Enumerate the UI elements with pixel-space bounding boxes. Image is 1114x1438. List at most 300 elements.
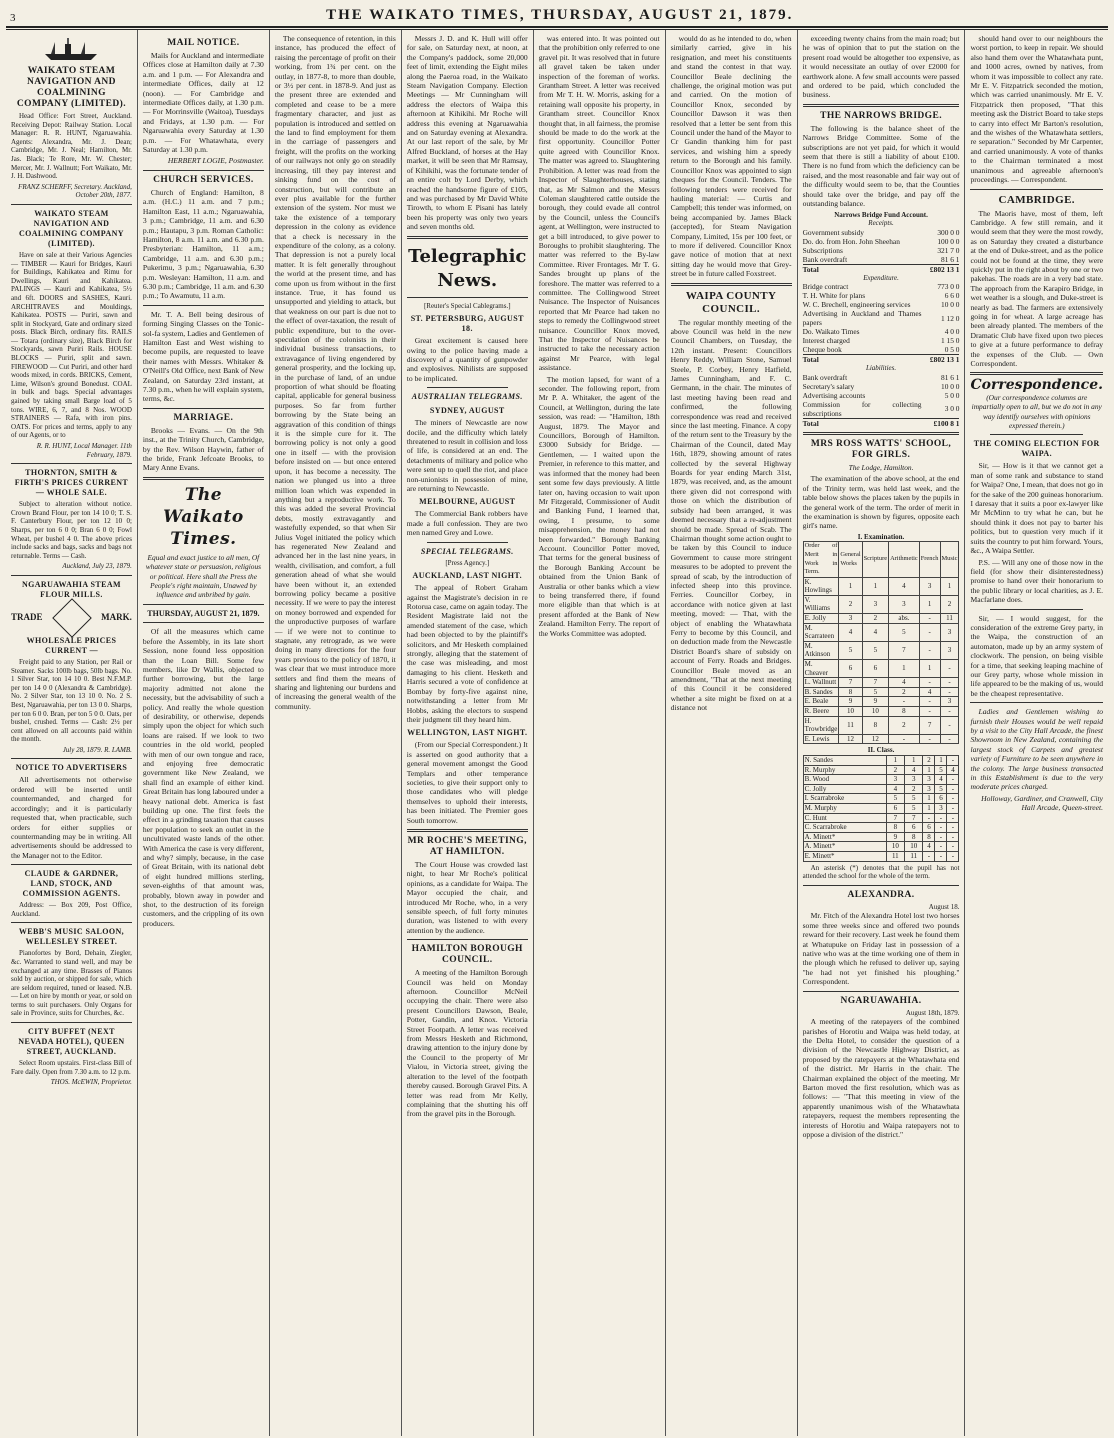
account-total-row [803,355,960,365]
melbourne-dateline: MELBOURNE, AUGUST [419,497,516,507]
divider [11,575,132,576]
exam-row [803,823,959,833]
exam-place: 2 [886,765,904,775]
exam-place: - [940,716,959,734]
second-letter-body: Sir, — I would suggest, for the consideration of the extreme Grey party, in the Waipa, the construction of an automaton, made up by an army system of clockwork. The pension, on being visible for a time, that seeking leaping machine of our Grey party, whose whole mission in life appeared to be the making of us, would be the cheapest representative. [970,613,1103,698]
exam-place: - [947,832,959,842]
exam-place: 4 [919,687,940,697]
issue-date: THURSDAY, AUGUST 21, 1879. [147,608,260,618]
account-total-amount: £802 13 1 [921,355,959,365]
exam-place: - [919,678,940,688]
exam-place: - [889,734,920,744]
account-amount: 100 0 0 [937,236,960,246]
exam-place: 5 [905,803,923,813]
borough-council-continued: was entered into. It was pointed out that the prohibition only referred to one gravel pit. It was resolved that in future all gravel taken be taken under inspection of the foreman of works. Grantham Street. A letter was received from Mr T. H. W. Morris, asking for a retaining wall opposite his property, in Grantham street. Councillor Knox thought that, in all fairness, the promise should be made to do the work at the first opportunity. Councillor Potter quite agreed with Councillor Knox. The matter was agreed to. Slaughtering Prohibition. A letter was read from the Inspector of Slaughterhouses, stating that, as Mr Salmon and the Messrs Coleman slaughtered cattle outside the borough, they could evade all control by the Council, unless the Council's agent, at Wellington, were instructed to get a bill introduced, to give power to Boroughs to prohibit slaughtering. The matter was referred to the By-law Committee. River Frontages. Mr T. G. Sandes brought up plans of the foreshore. The matter was referred to a committee. The Collingwood Street Nuisance. The Inspector of Nuisances reported that Mr Pearce had taken no steps to remedy the Collingwood street nuisance. Councillor Knox moved, That the Inspector of Nuisances be instructed to take the necessary action against Mr Pearce, with legal assistance. [538,34,660,373]
exam-row [803,734,959,744]
exam-row [803,687,959,697]
exam-place: - [947,851,959,861]
account-item: Advertising in Auckland and Thames papers [802,309,922,328]
pupil-name: C. Scarrabroke [803,823,886,833]
exam-row [803,623,959,641]
divider [407,939,528,940]
ngaruawahia-body: A meeting of the ratepayers of the combined parishes of Horotiu and Waipa was held today, at the Delta Hotel, to consider the question of a division of the Newcastle Highway District, as proposed by the ratepayers at the Whatawhata end of the district. Mr Harris in the chair. The Chairman explained the object of the meeting. Mr Barton moved the first resolution, which was as follows: — "That this meeting in view of the apparently unanimous wish of the Whatawhata ratepayers, request the members representing the interests of Horotiu and Waipa ratepayers not to oppose a division of the district." [802,1017,960,1139]
exam-row [803,595,959,613]
exam-place: 6 [923,823,935,833]
liabilities-table [803,373,960,428]
exam-place: - [940,734,959,744]
exam-row [803,813,959,823]
account-total-label: Total [803,264,922,274]
exam-place: - [935,851,947,861]
exam-place: 1 [923,794,935,804]
exam-place: 2 [889,687,920,697]
exam-place: - [935,823,947,833]
column-4 [402,30,534,1436]
pupil-name: M. Scarrateen [803,623,839,641]
pupil-name: H. Trowbridge [804,716,838,734]
pupil-name: L. Wallnutt [803,678,839,688]
exam-place: 4 [947,765,959,775]
exam-note: An asterisk (*) denotes that the pupil has not attended the school for the whole of the term. [802,863,960,881]
exam-place: - [919,623,940,641]
account-row [803,373,960,382]
auckland-dateline: AUCKLAND, LAST NIGHT. [412,571,522,581]
column-6 [666,30,798,1436]
account-item: Bank overdraft [802,372,848,382]
exam-place: 7 [919,716,940,734]
liabilities-label: Liabilities. [865,364,897,373]
exam-place: - [940,687,959,697]
exam-column-header: French [919,542,940,577]
divider [970,702,1103,703]
account-row [803,255,960,265]
divider [11,1022,132,1023]
alexandra-heading: ALEXANDRA. [847,889,915,900]
roche-meeting-heading: MR ROCHE'S MEETING, AT HAMILTON. [407,835,527,857]
account-item: W. C. Brechell, engineering services [802,300,911,310]
exam-place: 12 [862,734,888,744]
account-row [803,300,960,309]
exam-place: 4 [889,577,920,595]
st-petersburg-body: Great excitement is caused here owing to the police having made a discovery of a quantity of gunpowder and explosives. Nihilists are supposed to be implicated. [406,336,528,383]
exam-place: 5 [889,623,920,641]
australian-telegrams-heading: AUSTRALIAN TELEGRAMS. [411,392,523,402]
exam-place: 1 [862,577,888,595]
exam-place: 11 [905,851,923,861]
marriage-heading: MARRIAGE. [173,412,234,423]
account-item: Interest charged [802,336,850,346]
exam-row [803,851,959,861]
exam-place: 7 [839,678,862,688]
divider [427,387,508,388]
exam-place: 1 [905,755,923,765]
trade-mark-right: MARK. [101,612,132,623]
exam-place: 5 [905,794,923,804]
exam-place: 2 [940,595,959,613]
exam-place: 4 [862,623,888,641]
exam-place: 3 [862,595,888,613]
exam-place: 1 [940,577,959,595]
account-row [803,282,960,291]
divider [143,622,264,623]
exam-row [803,614,959,624]
divider [990,434,1083,435]
marriage-body: Brooks — Evans. — On the 9th inst., at the Trinity Church, Cambridge, by the Rev. Wilson Haywin, father of the bride, Frank Jefcoate Brooks, to Mary Anne Evans. [142,425,264,473]
exam-place: 8 [923,832,935,842]
pupil-name: E. Minett* [803,851,886,861]
thornton-signature: Auckland, July 23, 1879. [62,562,132,571]
advertisers-heading: NOTICE TO ADVERTISERS [15,763,128,773]
exam-place: 7 [886,813,904,823]
double-rule [803,432,960,435]
divider [803,885,960,886]
exam-place: 6 [839,660,862,678]
exam-place: 4 [839,623,862,641]
account-item: Cheque book [802,345,842,355]
pupil-name: B. Sandes [803,687,839,697]
double-rule [407,829,528,832]
exam-place: - [935,832,947,842]
divider [427,542,508,543]
double-rule [671,283,792,286]
account-amount: 4 0 0 [944,327,960,337]
exam-place: 2 [905,784,923,794]
pupil-name: B. Wood [803,775,886,785]
exam-place: 1 [919,595,940,613]
school-subheading: The Lodge, Hamilton. [848,462,914,472]
steam-company-heading: WAIKATO STEAM NAVIGATION AND COALMINING COMPANY (LIMITED). [16,66,126,109]
pupil-name: E. Jolly [803,614,839,624]
leader-article-continued: The consequence of retention, in this instance, has produced the effect of raising the percentage of profit on their working, from 1¾ per cent. on the outlay, in 1877-8, to more than double, or 3½ per cent. in 1878-9. And just as the present three are extended and completed and cease to be a mere fragmentary character, and just as population is introduced and settled on the land to find employment for them in the carriage of passengers and freight, will the profits on the working of our railways not only go on steadily increasing, till they pay interest and sinking fund on the cost of construction, but will contribute an ever plus available for the further extension of the system. Nor must we take the existence of a temporary depression in the colony as evidence that a check is necessary in the expenditure of the colony, as a colony. That depression is not a purely local matter. It is felt generally throughout the world at the present time, and has come upon us from without in the first instance. True, it has found us unsupported and yielding to attack, but that weakness on our part is due not to the effect of over-taxation, the result of public expenditure, but to the over-speculation of the colonists in their individual business transactions, to extravagance of living engendered by general prosperity, and the locking up, in the purchase of land, of an undue proportion of what should be floating capital, applicable for general business purposes. So far from further borrowing by the State being an aggravation of this condition of things it is the simple cure for it. The borrowing policy is not only a good one in itself — with the provision before insisted on — but once entered upon, it has become a necessity. The nation we plunged us into a three million loan which was expended in anything but a reproductive work. To this was added the several Provincial debts, mostly extravagantly and wastefully expended, so that when Sir Julius Vogel initiated the policy which has regenerated New Zealand and advanced her in the last nine years, in wealth, civilisation, and comfort, a full generation ahead of what she would have been without it, an extended borrowing policy became a positive necessity. If we were to pay the interest on money borrowed and expended for the unproductive purposes of warfare — if we were not to continue to stagnate, any retrograde, as we were doing in many directions for the four years previous to the policy of 1870, it was clear that we must introduce more settlers and find them the means of sharing and lightening our burdens and of increasing the general wealth of the community. [274,34,396,711]
account-amount: 773 0 0 [937,282,960,292]
exam-place: 3 [935,803,947,813]
exam-place: 3 [923,784,935,794]
exam-place: 8 [839,687,862,697]
exam-place: 2 [839,595,862,613]
class-two-title: II. Class. [867,746,895,755]
exam-place: abs. [889,614,920,624]
exam-place: - [923,851,935,861]
buffet-heading: CITY BUFFET (NEXT NEVADA HOTEL), QUEEN STREET, AUCKLAND. [18,1027,125,1057]
st-petersburg-dateline: ST. PETERSBURG, AUGUST 18. [410,314,524,334]
exam-place: 1 [889,660,920,678]
exam-place: 1 [935,755,947,765]
exam-row [803,678,959,688]
wellington-body: (From our Special Correspondent.) It is asserted on good authority that a general movement amongst the Good Templars and other temperance societies, to give their support only to those candidates who will pledge themselves to uphold their interests, has been initiated. The Premier goes South tomorrow. [406,740,528,825]
account-row [803,327,960,336]
divider [143,408,264,409]
exam-place: - [947,775,959,785]
account-total-label: Total [803,355,922,365]
thornton-body: Subject to alteration without notice. Crown Brand Flour, per ton 14 10 0; T. S. F. Canterbury Flour, per ton 12 10 0; Sharps, per ton 6 0 0; Bran 6 0 0; Fowl Wheat, per bushel 4 0. The above prices include sacks and bags, sacks and bags not returnable. Terms — Cash. [11,500,132,560]
account-row [803,291,960,300]
pupil-name: A. Minett* [803,842,886,852]
exam-place: 8 [862,716,888,734]
column-7 [798,30,966,1436]
school-body: The examination of the above school, at the end of the Trinity term, was held last week, and the table below shows the places taken by the pupils in the general work of the term. The order of merit in the examination is shown by figures, opposite each girl's name. [802,474,960,531]
church-services-body: Church of England: Hamilton, 8 a.m. (H.C.) 11 a.m. and 7 p.m.; Hamilton East, 11 a.m.; Ngaruawahia, 3 p.m.; Cambridge, 11 a.m. and 6.30 p.m.; Hautapu, 3 p.m. Roman Catholic: Hamilton, 8 a.m. 11 a.m. and 6.30 p.m. Presbyterian: Hamilton, 11 a.m.; Cambridge, 11 a.m. and 6.30 p.m.; Pukerimu, 3 p.m.; Ngaruawahia, 6.30 p.m. Wesleyan: Hamilton, 11 a.m. and 6.30 p.m.; Cambridge, 11 a.m. and 6.30 p.m.; To Awamutu, 11 a.m. [142,187,264,301]
ngaruawahia-continued: should hand over to our neighbours the worst portion, to keep in repair. We should also hand them over the Whatawhata punt, and 1000 acres, owned by natives, from whom it was impossible to collect any rate. Mr E. V. Fitzpatrick seconded the motion, which was carried unanimously. Mr E. V. Fitzpatrick then proposed, "That this meeting ask the District Board to take steps to carry into effect Mr Barton's resolution, and the wishes of the Whatawhata settlers, re separation." Seconded by Mr Carpenter, and carried unanimously. A vote of thanks to the Chairman terminated a most unanimous and agreeable afternoon's proceedings. — Correspondent. [970,34,1103,185]
exam-place: 1 [923,765,935,775]
exam-place: 7 [889,641,920,659]
roche-meeting-body: The Court House was crowded last night, to hear Mr Roche's political opinions, as a candidate for Waipa. The Mayor occupied the chair, and introduced Mr Roche, who, in a very sensible speech, of full forty minutes duration, was listened to with every attention by the audience. [406,859,528,935]
paper-title: The Waikato Times. [163,484,244,549]
exam-place: - [919,734,940,744]
exam-row [803,784,959,794]
special-telegrams-heading: SPECIAL TELEGRAMS. [420,546,514,556]
account-row [803,246,960,255]
double-rule [407,236,528,239]
exam-row [803,842,959,852]
exam-row [803,660,959,678]
exam-place: 4 [935,775,947,785]
wholesale-heading: WHOLESALE PRICES CURRENT — [26,635,117,655]
alexandra-body: Mr. Fitch of the Alexandra Hotel lost two horses some three weeks since and offered two pounds reward for their recovery. Last week he found them at Whatupuke on Friday last in possession of a native who was at the time working one of them in the plough which he refused to deliver up, saying "he had not yet finished his ploughing." Correspondent. [802,911,960,987]
webb-body: Pianofortes by Bord, Dehain, Ziegler, &c. Warranted to stand well, and may be exchanged at any time. Brasses of Pianos sold by auction, or shipped for sale, which are seldom required, tuned or leased. N.B. — Let on hire by month or year, or sold on terms to suit purchasers. Only Organs for sale in Province, suits for Churches, &c. [11,949,132,1018]
correspondence-note: (Our correspondence columns are impartially open to all, but we do not in any way identify ourselves with opinions expressed therein.) [971,392,1102,431]
account-item: Secretary's salary [802,381,855,391]
exam-table [803,541,960,744]
account-row [803,345,960,355]
fund-account-title: Narrows Bridge Fund Account. [834,210,928,219]
mail-notice-heading: MAIL NOTICE. [167,38,240,48]
church-services-heading: CHURCH SERVICES. [153,174,254,185]
election-letter-postscript: P.S. — Will any one of those now in the field (for show their disinterestedness) promise to hand over their honorarium to the public library or local charities, as J. E. Macfarlane does. [970,557,1103,605]
account-amount: 81 6 1 [941,372,960,382]
mail-notice-body: Mails for Auckland and intermediate Offices close at Hamilton daily at 7.30 a.m. and 1 p.m. — For Alexandra and intermediate Offices, daily at 12 (noon). — For Cambridge and intermediate Offices daily, at 1.30 p.m. — For Morrinsville (Waitoa), Tuesdays and Fridays, at 1.30 p.m. — For Ngaruawahia every Saturday at 1.30 p.m. — For Whatawhata, every Saturday at 1.30 p.m. [142,51,264,155]
exam-place: - [919,641,940,659]
exam-place: 1 [919,660,940,678]
exam-place: - [935,842,947,852]
account-amount: 10 0 0 [941,300,960,310]
exam-place: 7 [905,813,923,823]
column-5 [534,30,666,1436]
account-total-amount: £802 13 1 [921,264,959,274]
wholesale-signature: July 28, 1879. R. LAMB. [62,745,132,754]
exam-place: 3 [940,623,959,641]
divider [11,922,132,923]
exam-column-header: Scripture [862,542,888,577]
column-2 [138,30,270,1436]
exam-place: 5 [862,641,888,659]
flour-mills-heading: NGARUAWAHIA STEAM FLOUR MILLS. [21,579,121,599]
column-1 [6,30,138,1436]
account-row [803,391,960,400]
exam-place: 3 [919,577,940,595]
exam-place: - [947,813,959,823]
pupil-name: C. Hunt [803,813,886,823]
exam-place: 4 [923,842,935,852]
exam-place: 3 [889,595,920,613]
webb-heading: WEBB'S MUSIC SALOON, WELLESLEY STREET. [18,927,125,947]
press-agency-credit: [Press Agency.] [445,558,490,567]
divider [11,463,132,464]
buffet-body: Select Room upstairs. First-class Bill of Fare daily. Open from 7.30 a.m. to 12 p.m. [11,1059,132,1076]
divider [407,297,528,298]
steam-company-body: Head Office: Fort Street, Auckland. Receiving Depot: Railway Station. Local Manager: R. R. HUNT, Ngaruawahia. Agents: Alexandra, Mr. J. Dean; Cambridge, Mr. J. Neal; Hamilton, Mr. Jas. Black; Te Rore, Mr. W. Chester; Mercer, Mr. J. Wallnutt; Fort Waikato, Mr. J. H. Dashwood. [11,112,132,181]
exam-place: 9 [839,697,862,707]
columns [6,30,1108,1436]
reuter-credit: [Reuter's Special Cablegrams.] [423,301,511,310]
account-total-amount: £100 8 1 [921,418,959,428]
pupil-name: C. Jolly [803,784,886,794]
exam-place: 11 [839,716,862,734]
exam-row [803,803,959,813]
account-total-row [803,418,960,428]
divider [803,991,960,992]
pupil-name: A. Minett* [803,832,886,842]
account-total-row [803,264,960,274]
exam-title: I. Examination. [857,532,905,541]
exam-row [803,755,959,765]
account-item: Bridge contract [802,282,849,292]
waipa-council-body: The regular monthly meeting of the above Council was held in the new Council Chambers, on Tuesday, the 12th instant. Present: Councillors Henry Reddy, William Stone, Samuel Steele, P. Corbey, Henry Hatfield, James Cunningham, and F. C. Germann, in the chair. The minutes of last meeting having been read and confirmed, the following correspondence was read and received since the last meeting. Finance. A copy of the return sent to the Treasury by the Chairman of the Council, dated May 16th, 1879, showing amount of rates collected by the several Highway Boards for year ending March 31st, 1879, was received, and, as the amount there given did not correspond with those on which the distribution of subsidy had been arranged, it was deemed necessary that a re-adjustment should be made. Spread of Scab. The Chairman thought some action ought to be taken by this Council to induce Government to cause more stringent measures to be adopted to prevent the spread of scab, by the introduction of infected sheep into this province. Ferries. Councillor Corbey, in accordance with notice given at last meeting, moved: — That, with the object of enabling the Whatawhata Ferry to become by this Council, and on deduction made from the Newcastle District Board's share of subsidy on account of Ferry. Roads and Bridges. Councillor Beale moved as an amendment, "That at the next meeting of this Council it be considered whether a site might be fixed on at a distance not [670,317,792,713]
exam-place: 3 [923,775,935,785]
ngaruawahia-heading: NGARUAWAHIA. [840,995,922,1006]
borough-council-heading: HAMILTON BOROUGH COUNCIL. [411,944,523,966]
steamship-icon [41,36,101,62]
exam-place: 4 [905,765,923,775]
double-rule [970,372,1103,375]
divider [143,170,264,171]
pupil-name: N. Sandes [803,755,886,765]
divider [11,864,132,865]
claude-gardner-body: Address: — Box 209, Post Office, Auckland. [11,901,132,918]
local-news: Messrs J. D. and K. Hull will offer for sale, on Saturday next, at noon, at the Company's paddock, some 20,000 feet of limit, extending the Eight miles along the Paeroa road, in the Waikato Steam Navigation Company. Election Meetings — Mr Cunningham will address the electors of Waipa this afternoon at Kihikihi. Mr Roche will address this evening at Ngaruawahia and on Saturday evening at Alexandra. At our last report of the sale, by Mr Alfred Buckland, of horses at the Hay market, it will be seen that Mr Ramsay, of Kihikihi, was the fortunate tender of an entire colt by Lord Derby, which reached the handsome figure of £105, and was purchased by Mr David White Tirowth, to whom E Pisani has lately been his property was only two years and seven months old. [406,34,528,232]
thornton-heading: THORNTON, SMITH & FIRTH'S PRICES CURRENT — WHOLE SALE. [14,468,129,498]
exam-place: 1 [923,803,935,813]
exam-row [803,775,959,785]
account-amount: 3 0 0 [944,404,960,414]
exam-place: - [923,813,935,823]
election-letter-heading: THE COMING ELECTION FOR WAIPA. [973,439,1100,459]
account-amount: 1 15 0 [941,336,960,346]
pupil-name: E. Beale [803,697,839,707]
account-amount: 0 5 0 [944,345,960,355]
exam-place: 3 [886,775,904,785]
trade-mark-left: TRADE [11,612,43,623]
exam-place: 8 [905,832,923,842]
divider [970,189,1103,190]
claude-gardner-heading: CLAUDE & GARDNER, LAND, STOCK, AND COMMISSION AGENTS. [22,869,121,899]
divider [11,758,132,759]
sydney-body: The miners of Newcastle are now docile, and the difficulty which lately threatened to result in collision and loss of life, is considered at an end. The detachments of military and police who were sent up to quell the riot, and place non-unionists in possession of mine, are returning to Newcastle. [406,418,528,493]
exam-place: - [947,784,959,794]
timber-notice-body: Have on sale at their Various Agencies — TIMBER — Kauri for Bridges, Kauri for Buildings, Kahikatea and Rimu for Dwellings, Kauri and Kahikatea. PALINGS — Kauri and Kahikatea, 5½ and 6ft. DOORS and SASHES, Kauri. ARCHITRAVES and Mouldings, Kahikatea. POSTS — Puriri, sawn and split in Stockyard, Gate and ordinary sized posts. Black Birch, ordinary fits. RAILS — Totara (ordinary size), Black Birch for Stockyards, sawn Puriri Rails. HOUSE BLOCKS — Puriri, split and sawn. FIREWOOD — Cut Puriri, and other hard woods mixed, in cords. BRICKS, Cement, Lime, Wilson's ground Bonedust. COAL in bulk and bags. Special advantages gained by taking small Barge load of 5 tons. WIRE, 6, 7, and 8 Nos. WOOD STRAINERS — Rafa, with iron pins. OATS. For prices and terms, apply to any of our Agents, or to [11,250,132,440]
exam-place: - [947,755,959,765]
exam-place: 7 [862,678,888,688]
exam-place: - [940,678,959,688]
borough-council-end: would do as he intended to do, when similarly carried, give in his resignation, and meet his constituents and stand the contest in that way. Councillor Beale declining the challenge, the original motion was put and carried. On the motion of Councillor Knox, seconded by Councillor Dawson it was then resolved that a letter be sent from this Council under the hand of the Mayor to Cr Gandin thanking him for past services, and wishing him a speedy return to the Borough and his family. Councillor Knox was appointed to sign cheques for the Council. Tenders. The following tenders were received for hauling material: — Curtis and Campbell; this tender was informed, on being accompanied by. James Black (accepted), for Steam Navigation Company, Limited, 15s per 100 feet, or to more if delivered. Councillor Knox gave notice of motion that at next sitting day he would move that Grey-street be in future called Foxstreet. [670,34,792,279]
exam-row [803,641,959,659]
borough-council-report: The motion lapsed, for want of a seconder. The following report, from Mr P. A. Whitaker, the agent of the Council, at Wellington, during the late session, was read: — "Hamilton, 18th August, 1879. The Mayor and Councillors, Borough of Hamilton. £3000 Subsidy for Bridge. — Gentlemen, — I waited upon the Premier, in reference to this matter, and was informed that the money had been sent some few days previously. A little later on, having occasion to wait upon Mr Fitzgerald, Commissioner of Audit and Banking Fund, I learned that, owing, I presume, to some misapprehension, the money had not been forwarded." Borough Banking Account. Councillor Potter moved, That terms for the general business of the Borough Banking Account be obtained from the Union Bank of Australia or other banks which a view to being transferred there, if found more eligible than that which is at present afforded at the Bank of New Zealand. Hamilton Ferry. The report of the Works Committee was adopted. [538,374,660,638]
exam-place: - [919,707,940,717]
pupil-name: K. Howlings [803,577,839,595]
exam-place: 1 [886,755,904,765]
timber-notice-heading: WAIKATO STEAM NAVIGATION AND COALMINING COMPANY (LIMITED). [18,208,124,248]
leader-article: Of all the measures which came before the Assembly, in its late short Session, none found less opposition than the Loan Bill. Some few members, like Dr Wallis, objected to further borrowing, but the large majority admitted not alone the necessity, but the advisability of such a policy. And really the whole question of desirability, or otherwise, depends simply upon the object for which such loans are raised. If we look to two countries in the old world, peopled with men of our own tongue and race, and enjoying free democratic government like New Zealand, we shall find an example of either kind. Great Britain has long laboured under a heavy national debt. America is fast building up one. The first feels the effect in a grinding taxation that causes her population to seek an outlet in the uncultivated waste lands of the other. With America the case is very different, and why? simply, because, in the case of Great Britain, with its national debt of eight hundred millions sterling, seven-eighths of that amount was, probably, blown away in powder and shot, to the destruction of its foreign customers, and the crippling of its own producers. [142,627,264,928]
furniture-advert-signature: Holloway, Gardiner, and Cranwell, City Hall Arcade, Queen-street. [981,793,1103,813]
exam-place: 5 [935,765,947,775]
exam-place: - [947,794,959,804]
exam-place: 5 [839,641,862,659]
exam-place: - [919,697,940,707]
telegraphic-news-heading: Telegraphic News. [408,245,527,291]
pupil-name: R. Beere [803,707,839,717]
account-total-label: Total [803,418,922,428]
exam-place: 4 [886,784,904,794]
narrows-bridge-heading: THE NARROWS BRIDGE. [820,110,942,121]
exam-place: 8 [889,707,920,717]
exam-row [803,794,959,804]
exam-place: - [940,660,959,678]
timber-notice-signature: R. R. HUNT, Local Manager. 11th February, 1879. [36,442,132,459]
receipts-label: Receipts. [868,219,894,228]
exam-place: - [947,842,959,852]
expenditure-label: Expenditure. [863,273,899,282]
narrows-bridge-body: The following is the balance sheet of the Narrows Bridge Committee. Some of the subscriptions are not yet paid, for which it would seem that there is still a liability of about £100. There is no fund from which the deficiency can be raised, and the most reasonable and fair way out of the difficulty would seem to be, that the Counties should take over the bridge, and pay off the outstanding balance. [802,123,960,209]
account-amount: 10 0 0 [941,381,960,391]
exam-place: 3 [839,614,862,624]
pupil-name: M. Cheaver [803,660,839,678]
exam-place: 6 [905,823,923,833]
exam-place: 3 [940,697,959,707]
exam-column-header: Order of Merit in Work in Term. [803,542,839,577]
account-amount: 81 6 1 [941,254,960,264]
pupil-name: E. Lewis [803,734,839,744]
exam-place: - [947,803,959,813]
exam-place: 9 [862,697,888,707]
trade-mark-emblem-icon [52,598,92,638]
account-item: T. H. White for plans [802,291,866,301]
divider [143,305,264,306]
singing-class-notice: Mr. T. A. Bell being desirous of forming Singing Classes on the Tonic-sol-fa system, Ladies and Gentlemen of Hamilton East and West wishing to become pupils, are requested to leave their names with Messrs. Whitaker & O'Neill's Old Office, next Bank of New Zealand, on Saturday 23rd instant, at 7.30 p.m., when he will explain system, terms, &c. [142,309,264,404]
column-3 [270,30,402,1436]
account-row [803,309,960,327]
exam-place: 5 [935,784,947,794]
account-amount: 321 7 0 [937,245,960,255]
exam-place: 2 [923,755,935,765]
exam-column-header: Arithmetic [889,542,920,577]
running-title: THE WAIKATO TIMES, THURSDAY, AUGUST 21, 1879. [326,7,794,23]
account-item: Do. do. from Hon. John Sheehan [802,236,900,246]
melbourne-body: The Commercial Bank robbers have made a full confession. They are two men named Grey and Lowe. [406,509,528,538]
election-letter-body: Sir, — How is it that we cannot get a man of some rank and substance to stand for Waipa? One, I mean, that does not go in for the sake of the 200 guineas honorarium. I daresay that it suits a poor ex-lawyer like Mr McMinn to try what he can, but he should think it does not pay to barter his politics, but to question very much if it suits the country to put him forward. Yours, &c., A Waipa Settler. [970,461,1103,556]
pupil-name: V. Williams [803,595,839,613]
furniture-advert: Ladies and Gentlemen wishing to furnish their Houses would be well repaid by a visit to the City Hall Arcade, the finest Showroom in New Zealand, containing the largest stock of Carpets and greatest variety of Furniture to be seen anywhere in the colony. The large business transacted in this Establishment is due to the very moderate prices charged. [970,707,1103,792]
account-amount: 300 0 0 [937,227,960,237]
exam-row [803,832,959,842]
steam-company-signature: FRANZ SCHERFF, Secretary. Auckland, October 20th, 1877. [18,182,132,200]
expenditure-table [803,282,960,364]
divider [11,204,132,205]
account-item: Do. Waikato Times [802,327,860,337]
exam-place: 8 [886,823,904,833]
auckland-body: The appeal of Robert Graham against the Magistrate's decision in re Rotorua case, came on again today. The Resident Magistrate laid not the amended statement of the case, which had been objected to by the plaintiff's solicitors, and Mr Hesketh complained strongly, alleging that the statement of the case was misleading, and most damaging to his client. Hesketh and Harris secured a vote of confidence at Bombay by forty-five against nine, notwithstanding a letter from Mr Hobbs, asking the electors to suspend their judgment till they heard him. [406,583,528,724]
divider [990,609,1083,610]
exam-place: 6 [935,794,947,804]
page-number: 3 [10,12,16,24]
exam-place: 10 [862,707,888,717]
exam-place: 3 [940,641,959,659]
account-item: Bank overdraft [802,254,848,264]
account-item: Subscriptions [802,245,843,255]
exam-place: 5 [886,794,904,804]
wellington-dateline: WELLINGTON, LAST NIGHT. [407,728,528,738]
advertisers-body: All advertisements not otherwise ordered will be inserted until countermanded, and charged for accordingly; and it is particularly requested that, when practicable, such orders for either supplies or countermanding may be in writing. All advertisements should be addressed to the Manager not to the Editor. [11,775,132,860]
exam-place: 6 [862,660,888,678]
pupil-name: M. Murphy [803,803,886,813]
